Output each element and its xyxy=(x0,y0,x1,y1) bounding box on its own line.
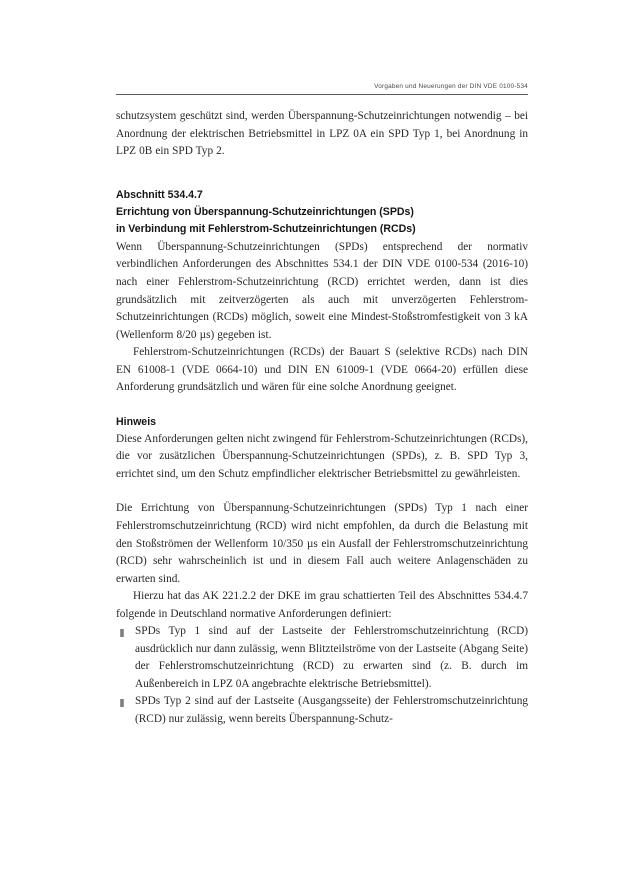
spacer xyxy=(116,483,528,500)
section-heading-line-1: Abschnitt 534.4.7 xyxy=(116,188,203,201)
paragraph-1: Wenn Überspannung-Schutzeinrichtungen (SPDs) entsprechend der normativ verbindlichen Anforderungen des Abschnittes 534.1 der DIN VDE 0100-534 (2016-10) nach einer Fehlerstrom-Schutzeinrichtung (RCD) errichtet werden, dann ist dies grundsätzlich mit zeitverzögerten als auch mit unverzögerten Fehlerstrom-Schutzeinrichtungen (RCDs) möglich, soweit eine Mindest-Stoßstromfestigkeit von 3 kA (Wellenform 8/20 µs) gegeben ist. xyxy=(116,240,528,341)
list-item xyxy=(116,623,528,693)
paragraph-4: Die Errichtung von Überspannung-Schutzeinrichtungen (SPDs) Typ 1 nach einer Fehlerstromschutzeinrichtung (RCD) wird nicht empfohlen, da durch die Belastung mit den Stoßströmen der Wellenform 10/350 µs ein Ausfall der Fehlerstromschutzeinrichtung (RCD) sehr wahrscheinlich ist und in diesem Fall auch weitere Anlagenschäden zu erwarten sind. xyxy=(116,502,528,585)
list-item-text: SPDs Typ 2 sind auf der Lastseite (Ausgangsseite) der Fehlerstromschutzeinrichtung (RCD) nur zulässig, wenn bereits Überspannung-Schutz- xyxy=(135,695,528,725)
paragraph-3: Diese Anforderungen gelten nicht zwingend für Fehlerstrom-Schutzeinrichtungen (RCDs), die vor zusätzlichen Überspannung-Schutzeinrichtungen (SPDs), z. B. SPD Typ 3, errichtet sind, um den Schutz empfindlicher elektrischer Betriebsmittel zu gewährleisten. xyxy=(116,432,528,480)
section-heading-line-2: Errichtung von Überspannung-Schutzeinrichtungen (SPDs) xyxy=(116,206,414,219)
paragraph-2: Fehlerstrom-Schutzeinrichtungen (RCDs) der Bauart S (selektive RCDs) nach DIN EN 61008-1 (VDE 0664-10) und DIN EN 61009-1 (VDE 0664-20) erfüllen diese Anforderung grundsätzlich und wären für eine solche Anordnung geeignet. xyxy=(116,346,528,394)
spacer xyxy=(116,161,528,187)
spacer xyxy=(116,397,528,414)
section-heading-line-3: in Verbindung mit Fehlerstrom-Schutzeinrichtungen (RCDs) xyxy=(116,223,416,236)
page-content-column xyxy=(116,82,528,729)
running-head: Vorgaben und Neuerungen der DIN VDE 0100-534 xyxy=(374,83,528,90)
bullet-marker-icon xyxy=(120,699,124,707)
body-text-block xyxy=(116,108,528,729)
list-item xyxy=(116,693,528,728)
list-item-text: SPDs Typ 1 sind auf der Lastseite der Fehlerstromschutzeinrichtung (RCD) ausdrücklich nur dann zulässig, wenn Blitzteilströme von der Lastseite (Abgang Seite) der Fehlerstromschutzeinrichtung (RCD) zu erwarten sind (z. B. durch im Außenbereich in LPZ 0A angebrachte elektrische Betriebsmittel). xyxy=(135,625,528,690)
intro-paragraph: schutzsystem geschützt sind, werden Überspannung-Schutzeinrichtungen notwendig – bei Anordnung der elektrischen Betriebsmittel in LPZ 0A ein SPD Typ 1, bei Anordnung in LPZ 0B ein SPD Typ 2. xyxy=(116,110,528,158)
header-rule xyxy=(116,94,528,95)
section-heading xyxy=(116,187,528,239)
note-heading: Hinweis xyxy=(116,415,157,428)
paragraph-5: Hierzu hat das AK 221.2.2 der DKE im grau schattierten Teil des Abschnittes 534.4.7 folgende in Deutschland normative Anforderungen definiert: xyxy=(116,590,528,620)
requirements-list xyxy=(116,623,528,728)
bullet-marker-icon xyxy=(120,629,124,637)
